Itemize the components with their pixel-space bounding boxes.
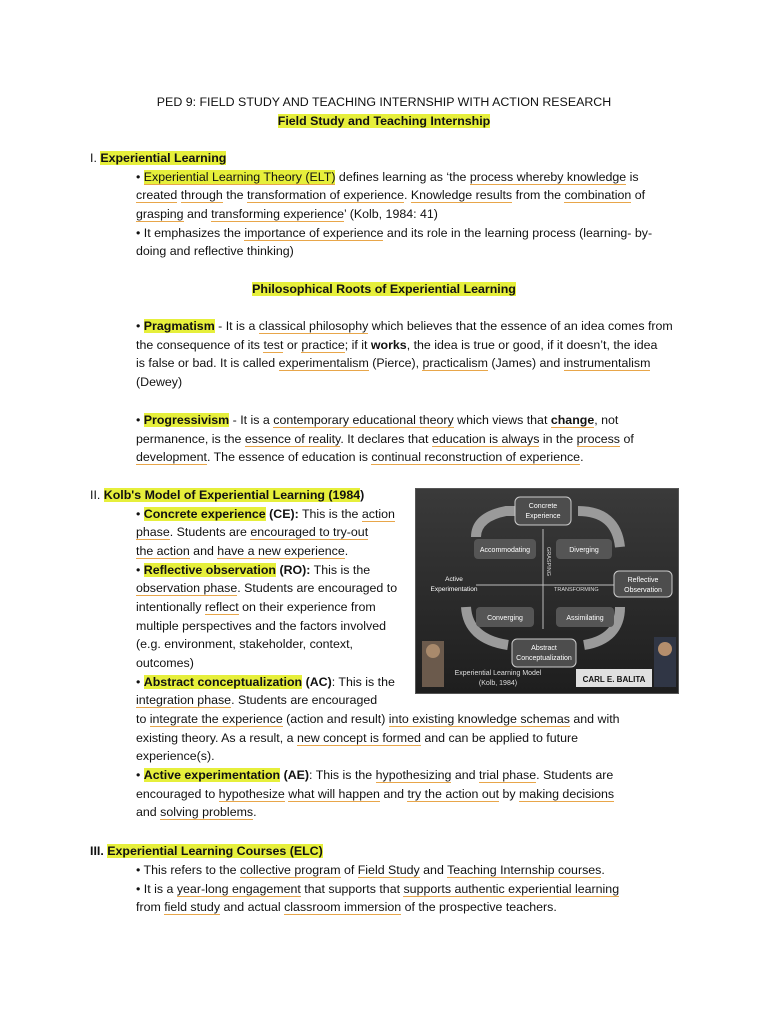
progressivism-line (136, 448, 584, 467)
underlined-phrase: essence of reality (244, 432, 341, 446)
text-run: permanence, is the (136, 432, 245, 446)
section-2-heading: II. Kolb's Model of Experiential Learning (1984) (90, 488, 365, 502)
assimilating-label: Assimilating (566, 615, 604, 622)
elc-line (136, 861, 605, 880)
underlined-phrase: integration phase (136, 693, 232, 707)
text-run: . (580, 450, 584, 464)
text-run: and (379, 787, 408, 801)
text-run: (AC) (302, 675, 332, 689)
text-run: multiple perspectives and the factors involved (136, 619, 387, 633)
underlined-phrase: change (550, 413, 595, 427)
underlined-phrase: new concept is formed (296, 731, 421, 745)
text-run: and (136, 805, 161, 819)
portrait-left-head (426, 644, 440, 658)
highlighted-term: Experiential Learning Theory (ELT) (143, 170, 336, 184)
text-run: (AE) (280, 768, 310, 782)
underlined-phrase: collective program (239, 863, 341, 877)
text-run: the (222, 188, 247, 202)
underlined-phrase: Teaching Internship courses (447, 863, 602, 877)
underlined-phrase: practicalism (422, 356, 488, 370)
highlighted-term: Active experimentation (143, 768, 281, 782)
section-1-line (136, 224, 652, 243)
pragmatism-line (136, 354, 650, 373)
underlined-phrase: education is always (431, 432, 540, 446)
text-run: . (344, 544, 349, 558)
pragmatism-line (136, 373, 182, 392)
section-1-line (136, 205, 438, 224)
underlined-phrase: supports authentic experiential learning (403, 882, 620, 896)
text-run: This is the (310, 563, 371, 577)
underlined-phrase: process whereby knowledge (469, 170, 627, 184)
text-run: of (631, 188, 646, 202)
kolb-line (136, 579, 397, 598)
underlined-phrase: trial phase (478, 768, 537, 782)
underlined-phrase: the action (136, 544, 190, 558)
text-run: is false or bad. It is called (136, 356, 279, 370)
diverging-label: Diverging (569, 547, 599, 554)
text-run: existing theory. As a result, a (136, 731, 297, 745)
portrait-right-head (658, 642, 672, 656)
underlined-phrase: transformation of experience (246, 188, 404, 202)
progressivism-line (136, 430, 634, 449)
text-run: from (136, 900, 165, 914)
underlined-phrase: observation phase (136, 581, 238, 595)
kolb-line (136, 561, 370, 580)
text-run: , not (594, 413, 619, 427)
text-run: . (601, 863, 605, 877)
kolb-line (136, 766, 613, 785)
underlined-phrase: importance of experience (244, 226, 384, 240)
underlined-phrase: classical philosophy (258, 319, 369, 333)
active-label-1: Active (445, 576, 463, 583)
kolb-line (136, 617, 386, 636)
text-run: and (189, 544, 218, 558)
underlined-phrase: classroom immersion (284, 900, 402, 914)
kolb-cycle-diagram (416, 489, 678, 693)
kolb-line (136, 691, 377, 710)
text-run: ’ (Kolb, 1984: 41) (344, 207, 438, 221)
text-run: works (370, 338, 407, 352)
underlined-phrase: continual reconstruction of experience (371, 450, 581, 464)
kolb-line (136, 729, 578, 748)
kolb-line (136, 785, 614, 804)
underlined-phrase: year-long engagement (176, 882, 301, 896)
kolb-line (136, 747, 215, 766)
text-run: or (283, 338, 302, 352)
underlined-phrase: grasping (136, 207, 184, 221)
underlined-phrase: solving problems (160, 805, 254, 819)
section-1-line (136, 168, 639, 187)
underlined-phrase: making decisions (519, 787, 615, 801)
text-run: • (136, 675, 144, 689)
text-run: . Students are encouraged to (237, 581, 398, 595)
text-run: . The essence of education is (206, 450, 372, 464)
abstract-conceptualization-node (512, 639, 576, 667)
text-run: outcomes) (136, 656, 194, 670)
underlined-phrase: reflect (204, 600, 239, 614)
underlined-phrase: instrumentalism (563, 356, 651, 370)
highlighted-term: Progressivism (143, 413, 230, 427)
underlined-phrase: integrate the experience (149, 712, 283, 726)
reflective-label-2: Observation (624, 587, 662, 594)
text-run: experience(s). (136, 749, 215, 763)
kolb-line (136, 635, 353, 654)
text-run: ; if it (344, 338, 371, 352)
text-run: : This is the (309, 768, 376, 782)
kolb-line (136, 710, 620, 729)
underlined-phrase: action (361, 507, 395, 521)
kolb-line (136, 542, 348, 561)
text-run: . Students are encouraged (231, 693, 378, 707)
pragmatism-line (136, 317, 673, 336)
section-3-heading: III. Experiential Learning Courses (ELC) (90, 844, 323, 858)
text-run: and (183, 207, 212, 221)
text-run: • (136, 768, 144, 782)
text-run: from the (512, 188, 565, 202)
underlined-phrase: experimentalism (278, 356, 369, 370)
underlined-phrase: encouraged to try-out (250, 525, 369, 539)
text-run: encouraged to (136, 787, 219, 801)
figure-caption-2: (Kolb, 1984) (478, 680, 518, 687)
kolb-line (136, 598, 376, 617)
text-run: • (136, 319, 144, 333)
text-run: (RO): (276, 563, 311, 577)
text-run: - It is a (214, 319, 259, 333)
highlighted-term: Reflective observation (143, 563, 276, 577)
text-run: • (136, 170, 144, 184)
grasping-label: GRASPING (545, 547, 551, 577)
text-run: doing and reflective thinking) (136, 244, 294, 258)
text-run: (action and result) (282, 712, 389, 726)
concrete-label-2: Experience (525, 513, 561, 520)
underlined-phrase: contemporary educational theory (273, 413, 454, 427)
text-run: This is the (298, 507, 362, 521)
text-run: and its role in the learning process (learning- by- (383, 226, 653, 240)
transforming-label: TRANSFORMING (554, 587, 599, 593)
figure-caption-1: Experiential Learning Model (454, 670, 542, 677)
text-run: • It is a (136, 882, 177, 896)
text-run: : This is the (331, 675, 395, 689)
text-run: (Dewey) (136, 375, 183, 389)
underlined-phrase: have a new experience (217, 544, 345, 558)
text-run: . It declares that (340, 432, 432, 446)
underlined-phrase: field study (164, 900, 221, 914)
text-run: - It is a (229, 413, 274, 427)
underlined-phrase: hypothesize (218, 787, 285, 801)
elc-line (136, 880, 619, 899)
text-run: • It emphasizes the (136, 226, 245, 240)
text-run: by (499, 787, 520, 801)
concrete-label-1: Concrete (528, 503, 558, 510)
text-run: . (403, 188, 411, 202)
underlined-phrase: through (180, 188, 223, 202)
text-run: • This refers to the (136, 863, 240, 877)
abstract-label-1: Abstract (531, 645, 557, 652)
text-run: on their experience from (238, 600, 376, 614)
text-run: and can be applied to future (420, 731, 578, 745)
text-run: the consequence of its (136, 338, 264, 352)
underlined-phrase: process (576, 432, 620, 446)
underlined-phrase: Field Study (357, 863, 420, 877)
highlighted-term: Concrete experience (143, 507, 266, 521)
pragmatism-line (136, 336, 657, 355)
text-run: of (340, 863, 358, 877)
text-run: that supports that (300, 882, 404, 896)
underlined-phrase: hypothesizing (375, 768, 452, 782)
kolb-line (136, 673, 395, 692)
text-run: and (419, 863, 448, 877)
underlined-phrase: development (136, 450, 207, 464)
text-run: to (136, 712, 150, 726)
text-run: . Students are (536, 768, 614, 782)
kolb-line (136, 654, 194, 673)
concrete-experience-node (515, 497, 571, 525)
text-run: (e.g. environment, stakeholder, context, (136, 637, 353, 651)
section-1-heading: I. Experiential Learning (90, 151, 227, 165)
section-1-line (136, 186, 645, 205)
abstract-label-2: Conceptualization (516, 655, 572, 662)
underlined-phrase: try the action out (407, 787, 500, 801)
brand-label: CARL E. BALITA (582, 675, 646, 684)
text-run: of (620, 432, 634, 446)
text-run: and (451, 768, 479, 782)
kolb-line (136, 803, 257, 822)
reflective-label-1: Reflective (627, 577, 659, 584)
text-run: , the idea is true or good, if it doesn’t, the idea (406, 338, 658, 352)
text-run: . (253, 805, 257, 819)
text-run: and with (569, 712, 620, 726)
text-run: is (626, 170, 639, 184)
underlined-phrase: practice (301, 338, 345, 352)
document-title: PED 9: FIELD STUDY AND TEACHING INTERNSHIP WITH ACTION RESEARCH (156, 95, 612, 109)
text-run: (James) and (487, 356, 564, 370)
section-1-line (136, 242, 294, 261)
text-run: (Pierce), (368, 356, 423, 370)
underlined-phrase: what will happen (288, 787, 380, 801)
converging-label: Converging (487, 615, 523, 622)
kolb-line (136, 523, 368, 542)
philosophical-roots-heading: Philosophical Roots of Experiential Learning (252, 282, 516, 296)
text-run: which believes that the essence of an idea comes from (368, 319, 673, 333)
text-run: which views that (453, 413, 551, 427)
text-run: intentionally (136, 600, 205, 614)
text-run: • (136, 507, 144, 521)
underlined-phrase: created (136, 188, 178, 202)
active-label-2: Experimentation (430, 586, 478, 593)
document-subtitle: Field Study and Teaching Internship (277, 114, 491, 128)
elc-line (136, 898, 557, 917)
text-run: defines learning as ‘the (335, 170, 470, 184)
highlighted-term: Abstract conceptualization (143, 675, 303, 689)
underlined-phrase: into existing knowledge schemas (388, 712, 570, 726)
text-run: (CE): (265, 507, 299, 521)
underlined-phrase: Knowledge results (410, 188, 513, 202)
text-run: of the prospective teachers. (401, 900, 557, 914)
kolb-line (136, 505, 395, 524)
underlined-phrase: phase (136, 525, 170, 539)
underlined-phrase: combination (564, 188, 632, 202)
text-run: • (136, 413, 144, 427)
underlined-phrase: transforming experience (211, 207, 345, 221)
text-run: and actual (220, 900, 285, 914)
kolb-cycle-figure (415, 488, 679, 694)
highlighted-term: Pragmatism (143, 319, 215, 333)
text-run: in the (539, 432, 577, 446)
text-run: • (136, 563, 144, 577)
underlined-phrase: test (263, 338, 284, 352)
text-run: . Students are (169, 525, 251, 539)
accommodating-label: Accommodating (479, 547, 531, 554)
progressivism-line (136, 411, 618, 430)
